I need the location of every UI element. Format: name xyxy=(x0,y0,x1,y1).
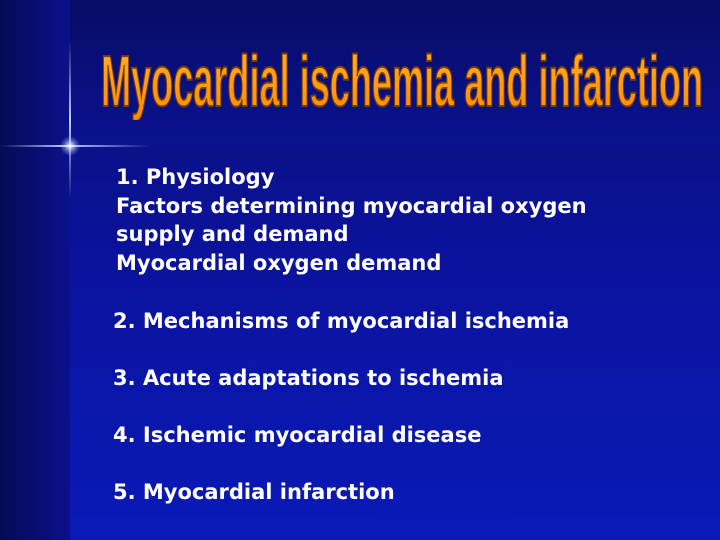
item-infarction: 5. Myocardial infarction xyxy=(113,480,395,504)
item-physiology: 1. Physiology xyxy=(116,165,275,189)
item-supply-demand: supply and demand xyxy=(116,222,349,246)
item-ischemic-disease: 4. Ischemic myocardial disease xyxy=(113,423,482,447)
item-mechanisms: 2. Mechanisms of myocardial ischemia xyxy=(113,309,570,333)
item-oxygen-factors: Factors determining myocardial oxygen xyxy=(116,194,587,218)
slide-title-text: Myocardial ischemia and infarction xyxy=(101,42,703,120)
item-acute-adaptations: 3. Acute adaptations to ischemia xyxy=(113,366,504,390)
item-oxygen-demand: Myocardial oxygen demand xyxy=(116,251,442,275)
